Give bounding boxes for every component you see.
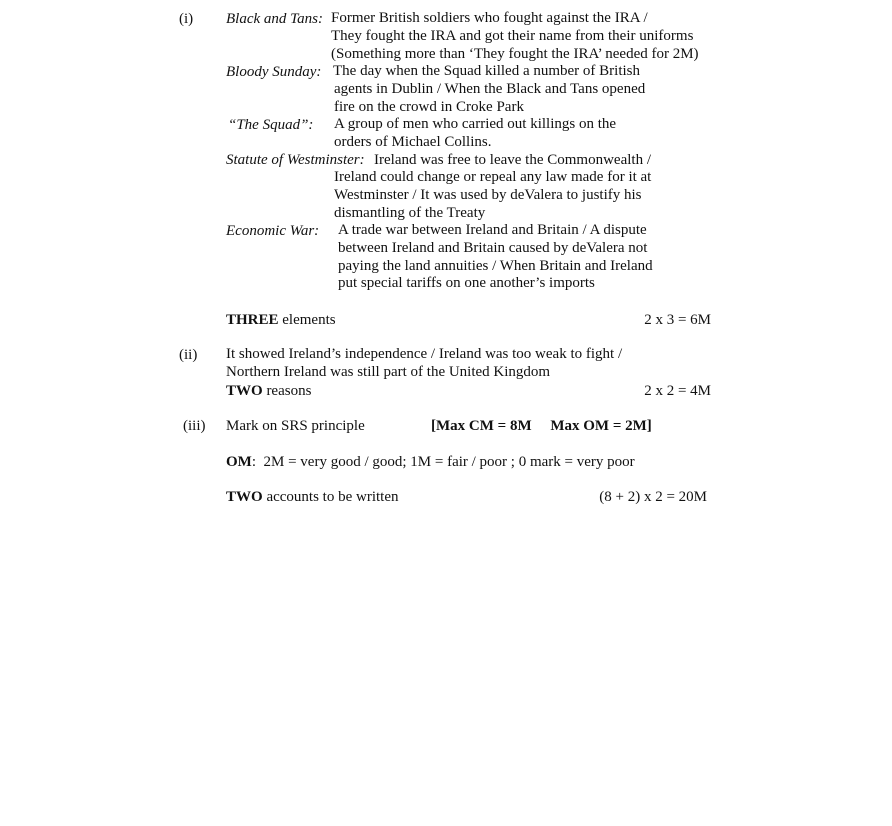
part-ii-line: It showed Ireland’s independence / Ireland was too weak to fight / xyxy=(226,346,623,362)
max-marks: [Max CM = 8M Max OM = 2M] xyxy=(431,418,652,434)
part-i-marks: 2 x 3 = 6M xyxy=(644,312,711,328)
bloody-sunday-line: The day when the Squad killed a number of British xyxy=(333,63,641,79)
black-and-tans-term: Black and Tans: xyxy=(226,11,323,27)
black-and-tans-line: (Something more than ‘They fought the IRA’ needed for 2M) xyxy=(331,45,699,62)
statute-line: Westminster / It was used by deValera to justify his xyxy=(334,186,642,203)
part-ii-marks: 2 x 2 = 4M xyxy=(644,383,711,399)
statute-line-first: Ireland was free to leave the Commonwealth / xyxy=(374,152,651,168)
elements-label: elements xyxy=(278,312,336,328)
part-iii-marks: (8 + 2) x 2 = 20M xyxy=(599,489,707,505)
statute-line: Ireland could change or repeal any law made for it at xyxy=(334,169,652,185)
the-squad-definition xyxy=(334,116,616,152)
economic-war-line: between Ireland and Britain caused by deValera not xyxy=(338,239,648,256)
statute-line: dismantling of the Treaty xyxy=(334,204,486,221)
statute-definition xyxy=(334,169,651,222)
part-iii-numeral: (iii) xyxy=(183,418,206,434)
bloody-sunday-term: Bloody Sunday: xyxy=(226,64,322,80)
part-ii-answer xyxy=(226,346,622,382)
om-text: : 2M = very good / good; 1M = fair / poor ; 0 mark = very poor xyxy=(251,454,635,470)
bloody-sunday-line: fire on the crowd in Croke Park xyxy=(334,98,524,115)
two-reasons-line xyxy=(226,382,311,400)
economic-war-definition xyxy=(338,222,653,293)
srs-principle: Mark on SRS principle xyxy=(226,418,365,434)
bloody-sunday-definition xyxy=(333,63,645,116)
black-and-tans-line: Former British soldiers who fought against the IRA / xyxy=(331,10,648,26)
two-accounts-label: TWO xyxy=(226,489,263,505)
two-accounts-line xyxy=(226,488,398,506)
economic-war-line: A trade war between Ireland and Britain / A dispute xyxy=(338,222,647,238)
statute-term: Statute of Westminster: xyxy=(226,152,365,168)
two-label: TWO xyxy=(226,383,263,399)
economic-war-line: paying the land annuities / When Britain and Ireland xyxy=(338,257,653,274)
om-label: OM xyxy=(226,454,252,470)
bloody-sunday-line: agents in Dublin / When the Black and Tans opened xyxy=(334,80,646,97)
the-squad-line: orders of Michael Collins. xyxy=(334,133,492,150)
three-elements-line xyxy=(226,311,336,329)
black-and-tans-definition xyxy=(331,10,699,63)
accounts-label: accounts to be written xyxy=(262,489,399,505)
reasons-label: reasons xyxy=(262,383,312,399)
economic-war-term: Economic War: xyxy=(226,223,320,239)
part-ii-numeral: (ii) xyxy=(179,347,198,363)
part-i-numeral: (i) xyxy=(179,11,194,27)
the-squad-term: “The Squad”: xyxy=(228,117,314,133)
black-and-tans-line: They fought the IRA and got their name from their uniforms xyxy=(331,27,694,44)
economic-war-line: put special tariffs on one another’s imports xyxy=(338,275,595,292)
part-ii-line: Northern Ireland was still part of the United Kingdom xyxy=(226,363,551,380)
three-label: THREE xyxy=(226,312,279,328)
om-line xyxy=(226,453,635,471)
the-squad-line: A group of men who carried out killings on the xyxy=(334,116,617,132)
